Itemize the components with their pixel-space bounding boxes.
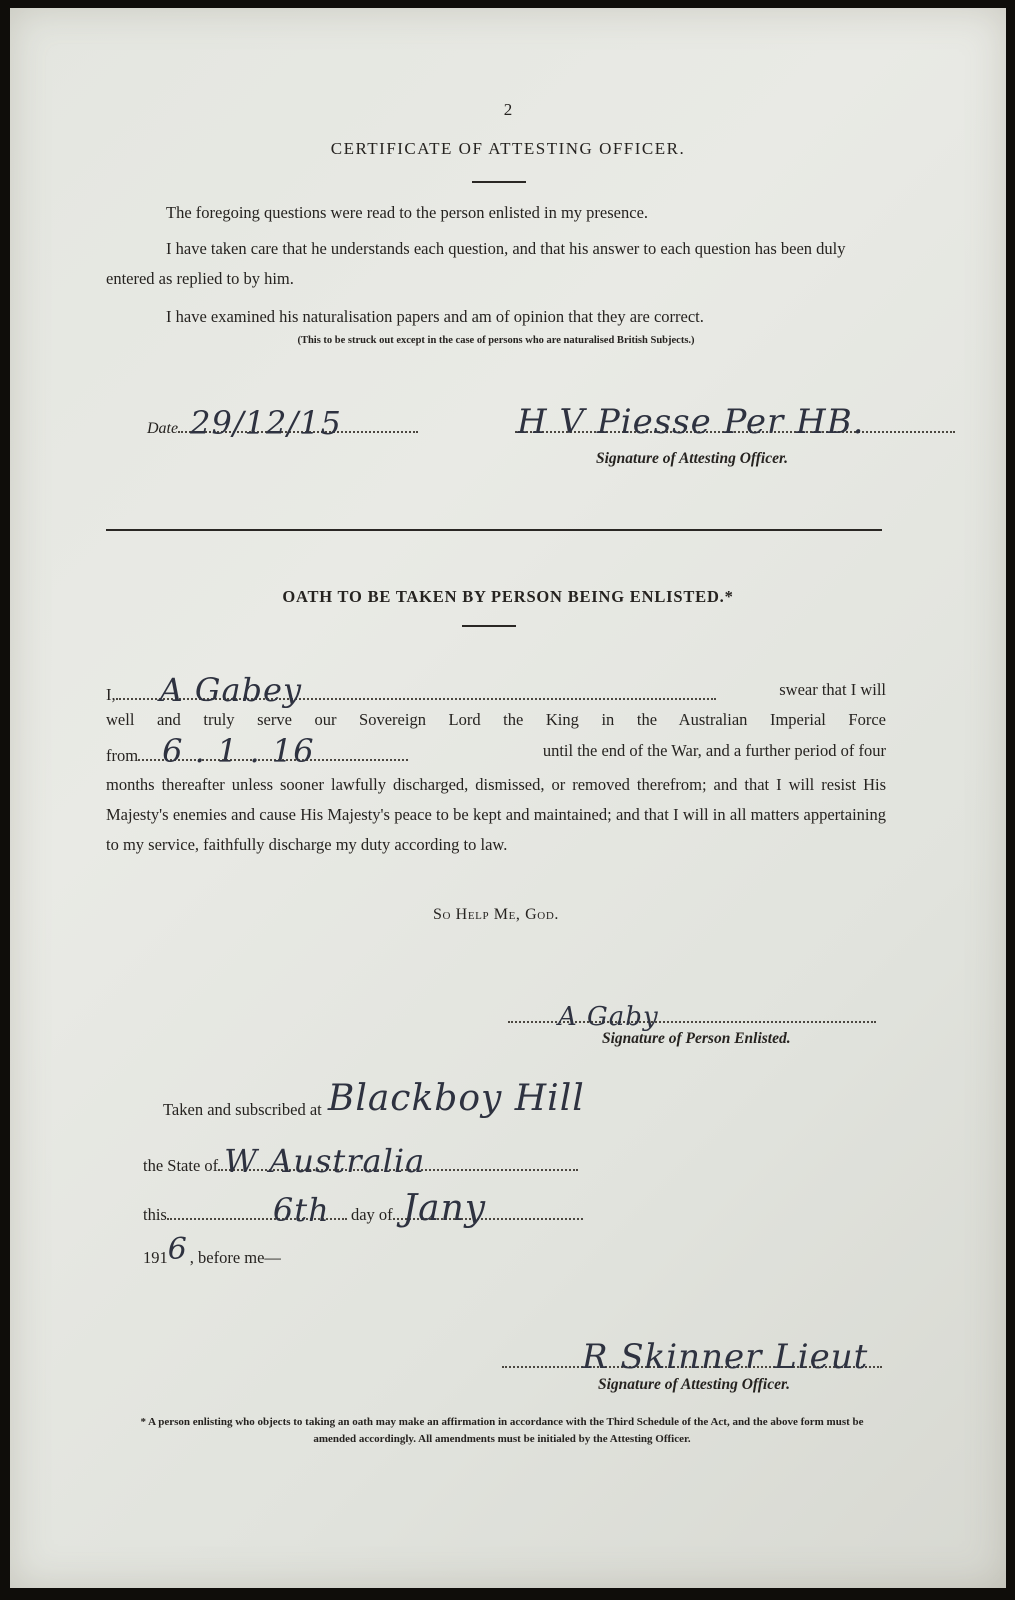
oath-closing: So Help Me, God. bbox=[433, 906, 559, 923]
date-value: 29/12/15 bbox=[190, 404, 342, 442]
section-divider bbox=[106, 529, 882, 531]
certificate-line-2: I have taken care that he understands each question, and that his answer to each question has been duly entered as replied to by him. bbox=[106, 239, 846, 288]
this-label: this bbox=[143, 1205, 167, 1224]
attesting-signature-1-caption: Signature of Attesting Officer. bbox=[596, 450, 789, 467]
year-prefix: 191 bbox=[143, 1248, 168, 1267]
from-label: from bbox=[106, 746, 139, 765]
oath-until-text: until the end of the War, and a further period of four bbox=[542, 741, 886, 760]
day-value: 6th bbox=[272, 1191, 330, 1229]
taken-label: Taken and subscribed at bbox=[163, 1100, 322, 1119]
certificate-title: CERTIFICATE OF ATTESTING OFFICER. bbox=[330, 139, 686, 158]
certificate-line-1: The foregoing questions were read to the person enlisted in my presence. bbox=[166, 203, 649, 222]
day-of-label: day of bbox=[350, 1205, 393, 1224]
oath-line-2: well and truly serve our Sovereign Lord the King in the Australian Imperial Force bbox=[106, 710, 886, 729]
oath-line-1 bbox=[106, 671, 886, 709]
from-date-value: 6 . 1 . 16 bbox=[162, 732, 315, 770]
page-number: 2 bbox=[503, 100, 513, 119]
year-line bbox=[143, 1232, 281, 1268]
state-label: the State of bbox=[143, 1156, 219, 1175]
taken-at-line bbox=[163, 1078, 606, 1120]
document-page bbox=[10, 8, 1006, 1588]
state-value: W Australia bbox=[224, 1142, 426, 1180]
date-line bbox=[143, 1188, 583, 1229]
attesting-signature-2-value: R Skinner Lieut bbox=[582, 1337, 869, 1377]
enlisted-signature bbox=[508, 1002, 876, 1032]
title-divider bbox=[472, 181, 526, 183]
date-label: Date bbox=[147, 420, 179, 437]
oath-i-label: I, bbox=[106, 685, 116, 704]
enlistee-name-value: A Gabey bbox=[159, 671, 303, 709]
date-field bbox=[147, 404, 418, 442]
oath-title: OATH TO BE TAKEN BY PERSON BEING ENLISTED.* bbox=[282, 587, 734, 606]
state-line bbox=[143, 1142, 578, 1180]
enlisted-signature-value: A Gaby bbox=[558, 1002, 659, 1032]
before-label: , before me— bbox=[189, 1248, 281, 1267]
oath-body: months thereafter unless sooner lawfully discharged, dismissed, or removed therefrom; and that I will resist His Majesty's enemies and cause His Majesty's peace to be kept and maintained; and that I will in all matters appertaining to my service, faithfully discharge my duty according to law. bbox=[106, 775, 886, 854]
place-value: Blackboy Hill bbox=[327, 1078, 585, 1119]
oath-line-3 bbox=[106, 732, 886, 770]
attesting-signature-1-value: H V Piesse Per HB. bbox=[517, 402, 865, 442]
attesting-signature-2 bbox=[502, 1337, 882, 1377]
enlisted-signature-caption: Signature of Person Enlisted. bbox=[602, 1030, 791, 1047]
oath-swear-text: swear that I will bbox=[779, 680, 886, 699]
attesting-signature-2-caption: Signature of Attesting Officer. bbox=[598, 1376, 791, 1393]
year-value: 6 bbox=[167, 1232, 188, 1267]
naturalisation-note: (This to be struck out except in the case of persons who are naturalised British Subjects.) bbox=[297, 335, 695, 346]
attesting-signature-1 bbox=[515, 402, 955, 442]
oath-divider bbox=[462, 625, 516, 627]
certificate-line-3: I have examined his naturalisation papers and am of opinion that they are correct. bbox=[166, 307, 704, 326]
footnote: * A person enlisting who objects to taking an oath may make an affirmation in accordance with the Third Schedule of the Act, and the above form must be amended accordingly. All amendments must be initialed by the Attesting Officer. bbox=[140, 1416, 864, 1445]
month-value: Jany bbox=[402, 1188, 487, 1229]
